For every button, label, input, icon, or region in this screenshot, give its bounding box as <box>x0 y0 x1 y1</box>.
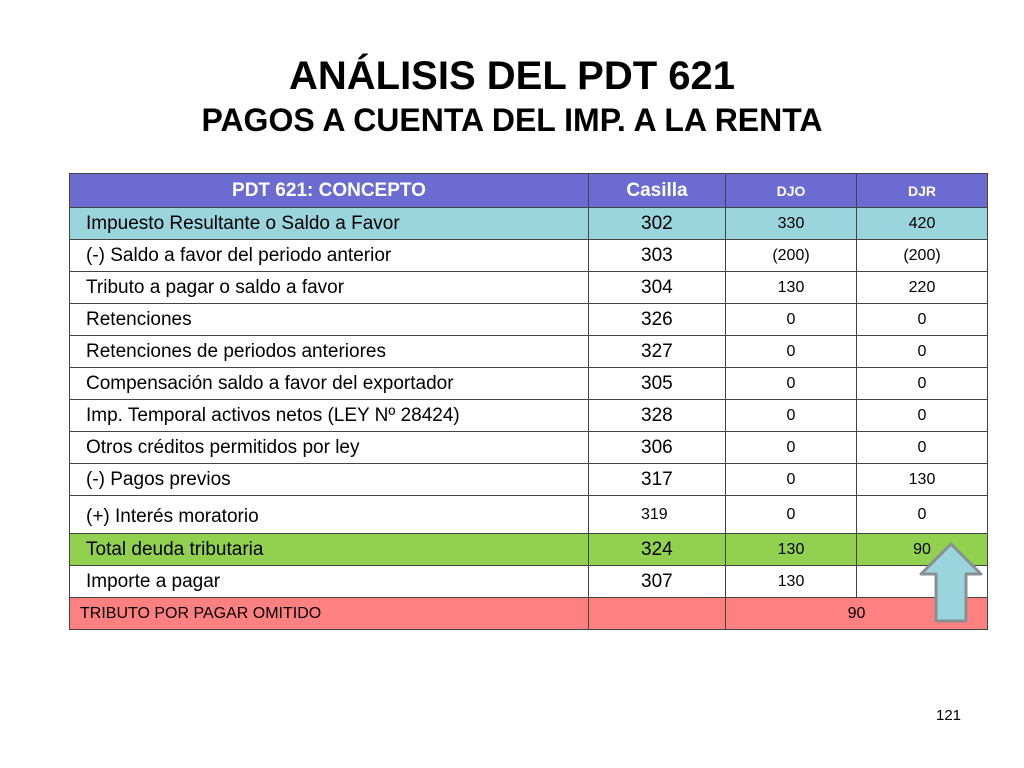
cell-casilla: 319 <box>589 496 726 534</box>
table-row <box>70 368 988 400</box>
cell-djo: 0 <box>726 432 857 464</box>
cell-casilla: 327 <box>589 336 726 368</box>
cell-djr: 0 <box>857 400 988 432</box>
cell-casilla: 304 <box>589 272 726 304</box>
cell-casilla: 328 <box>589 400 726 432</box>
cell-casilla: 317 <box>589 464 726 496</box>
table-row <box>70 304 988 336</box>
table-row <box>70 464 988 496</box>
cell-concept: Tributo a pagar o saldo a favor <box>70 272 589 304</box>
cell-casilla: 302 <box>589 208 726 240</box>
cell-djo: 130 <box>726 534 857 566</box>
cell-djr: 420 <box>857 208 988 240</box>
cell-djo: 0 <box>726 400 857 432</box>
cell-djo: 130 <box>726 272 857 304</box>
cell-djr: 0 <box>857 368 988 400</box>
cell-concept: Impuesto Resultante o Saldo a Favor <box>70 208 589 240</box>
cell-casilla: 305 <box>589 368 726 400</box>
table-row <box>70 272 988 304</box>
footer-value: 90 <box>726 598 988 630</box>
title-block <box>0 52 1024 140</box>
header-djo: DJO <box>726 174 857 208</box>
table-row <box>70 432 988 464</box>
cell-concept: (-) Pagos previos <box>70 464 589 496</box>
cell-djr: 130 <box>857 464 988 496</box>
cell-djo: 0 <box>726 496 857 534</box>
cell-djo: 0 <box>726 336 857 368</box>
cell-concept: Imp. Temporal activos netos (LEY Nº 28424) <box>70 400 589 432</box>
header-djr: DJR <box>857 174 988 208</box>
cell-casilla: 303 <box>589 240 726 272</box>
cell-concept: Retenciones de periodos anteriores <box>70 336 589 368</box>
cell-djr: 0 <box>857 496 988 534</box>
table-row <box>70 336 988 368</box>
slide-title: ANÁLISIS DEL PDT 621 <box>288 54 736 98</box>
header-concepto: PDT 621: CONCEPTO <box>70 174 589 208</box>
table-row-total <box>70 534 988 566</box>
cell-casilla: 306 <box>589 432 726 464</box>
header-casilla: Casilla <box>589 174 726 208</box>
cell-djo: 330 <box>726 208 857 240</box>
table-row <box>70 400 988 432</box>
cell-djo: 0 <box>726 464 857 496</box>
table-row-footer <box>70 598 988 630</box>
footer-label: TRIBUTO POR PAGAR OMITIDO <box>70 598 589 630</box>
cell-casilla: 324 <box>589 534 726 566</box>
page-number: 121 <box>936 707 962 724</box>
cell-djo: 130 <box>726 566 857 598</box>
cell-djr: 0 <box>857 432 988 464</box>
up-arrow-icon <box>918 542 984 624</box>
cell-djo: (200) <box>726 240 857 272</box>
cell-casilla: 326 <box>589 304 726 336</box>
cell-djr: 220 <box>857 272 988 304</box>
table-row <box>70 496 988 534</box>
cell-concept: Total deuda tributaria <box>70 534 589 566</box>
slide-subtitle: PAGOS A CUENTA DEL IMP. A LA RENTA <box>201 102 823 138</box>
table-row <box>70 208 988 240</box>
cell-djo: 0 <box>726 368 857 400</box>
cell-djr: 0 <box>857 336 988 368</box>
cell-concept: Compensación saldo a favor del exportador <box>70 368 589 400</box>
cell-djr: 0 <box>857 304 988 336</box>
footer-casilla <box>589 598 726 630</box>
table-header-row <box>70 174 988 208</box>
table-row <box>70 566 988 598</box>
cell-djo: 0 <box>726 304 857 336</box>
cell-casilla: 307 <box>589 566 726 598</box>
cell-concept: Retenciones <box>70 304 589 336</box>
cell-djr: (200) <box>857 240 988 272</box>
cell-concept: Importe a pagar <box>70 566 589 598</box>
cell-djr: 90 <box>857 534 988 566</box>
cell-concept: Otros créditos permitidos por ley <box>70 432 589 464</box>
pdt-table <box>69 173 988 630</box>
cell-concept: (+) Interés moratorio <box>70 496 589 534</box>
table-row <box>70 240 988 272</box>
cell-concept: (-) Saldo a favor del periodo anterior <box>70 240 589 272</box>
